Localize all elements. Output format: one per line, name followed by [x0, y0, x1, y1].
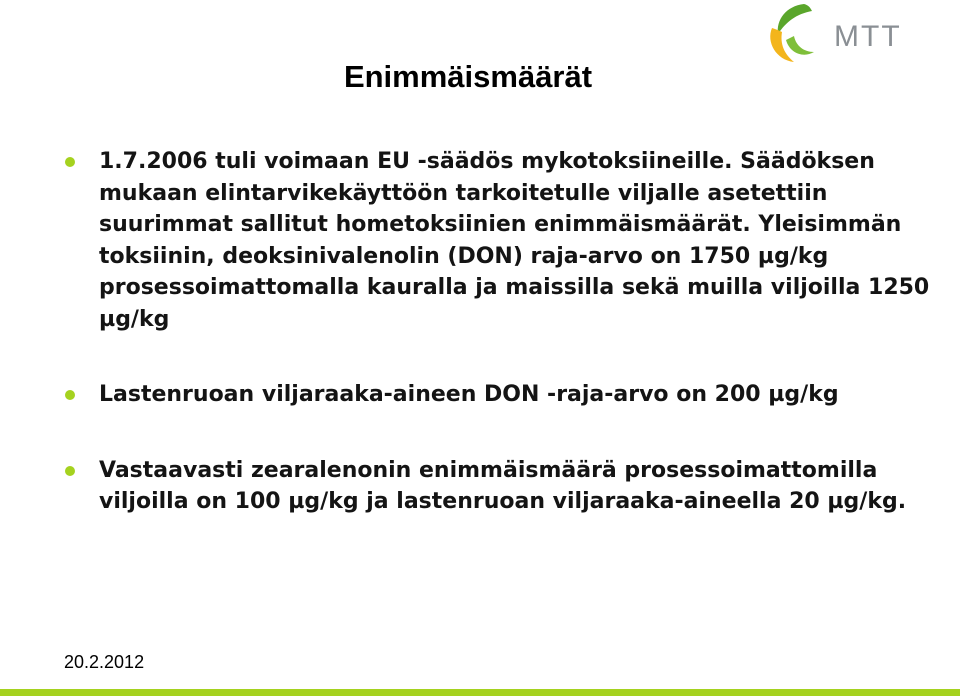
bullet-text: Vastaavasti zearalenonin enimmäismäärä prosessoimattomilla viljoilla on 100 µg/kg ja lastenruoan viljaraaka-aineella 20 µg/kg.	[99, 457, 907, 514]
logo-text: MTT	[834, 20, 902, 53]
bullet-dot-icon	[65, 157, 75, 167]
bullet-dot-icon	[65, 390, 75, 400]
bullet-text: 1.7.2006 tuli voimaan EU -säädös mykotoksiineille. Säädöksen mukaan elintarvikekäyttöön tarkoitetulle viljalle asetettiin suurimmat sallitut hometoksiinien enimmäismäärät. Yleisimmän toksiinin, deoksinivalenolin (DON) raja-arvo on 1750 µg/kg prosessoimattomalla kauralla ja maissilla sekä muilla viljoilla 1250 µg/kg	[99, 149, 930, 332]
footer-accent-bar	[0, 689, 960, 696]
bullet-text: Lastenruoan viljaraaka-aineen DON -raja-arvo on 200 µg/kg	[99, 382, 839, 407]
bullet-list	[60, 146, 940, 562]
bullet-item	[60, 379, 940, 411]
bullet-item	[60, 146, 940, 335]
bullet-dot-icon	[65, 466, 75, 476]
slide-title: Enimmäismäärät	[343, 59, 593, 94]
bullet-item	[60, 455, 940, 518]
slide-date: 20.2.2012	[64, 652, 145, 672]
